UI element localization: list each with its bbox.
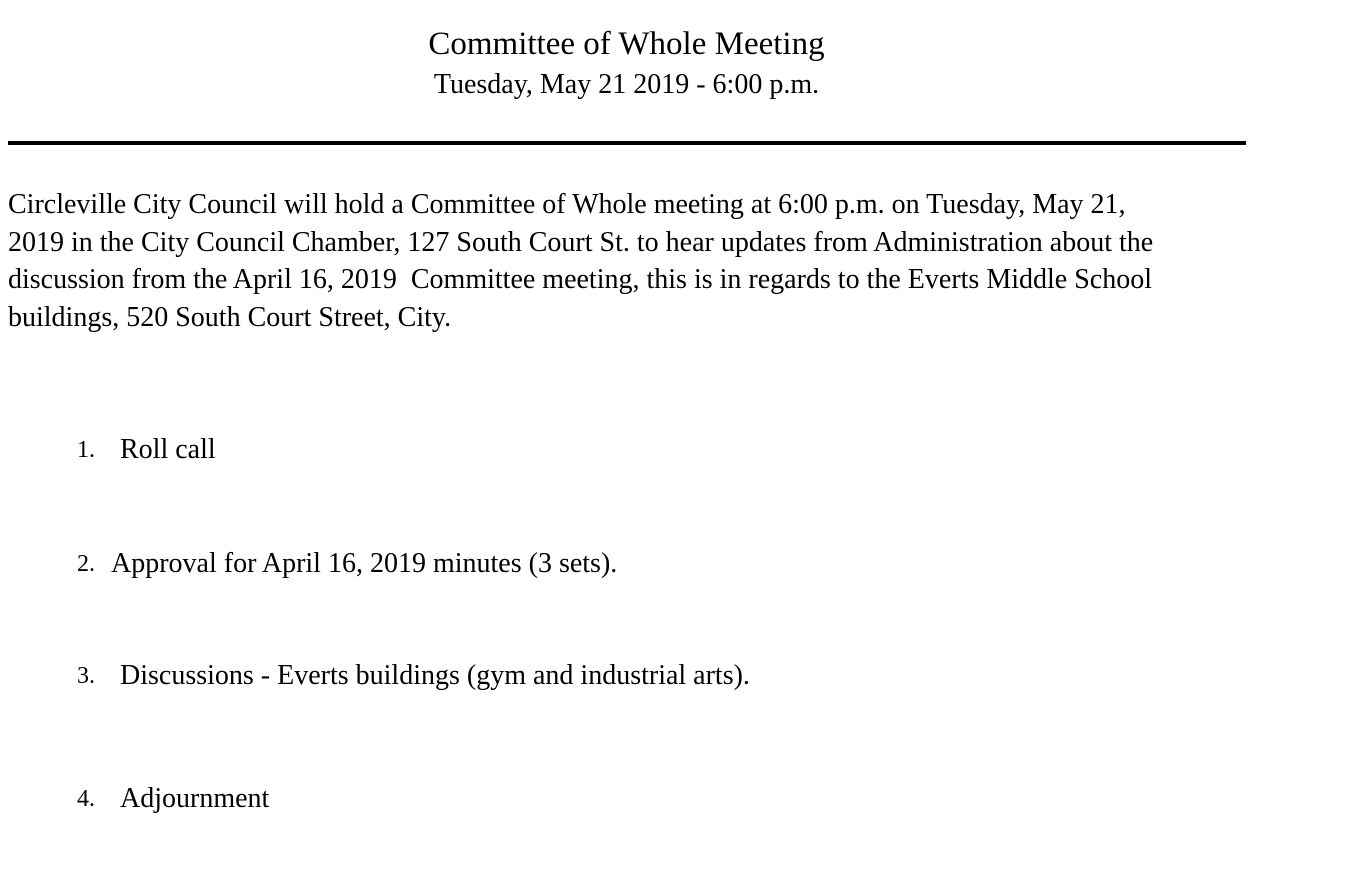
notice-line: 2019 in the City Council Chamber, 127 South Court St. to hear updates from Administration about the	[8, 226, 1154, 258]
agenda-item-number: 3.	[77, 663, 95, 689]
notice-line: discussion from the April 16, 2019 Committee meeting, this is in regards to the Everts Middle School	[8, 264, 1152, 295]
agenda-item-text: Adjournment	[120, 783, 270, 814]
agenda-item-number: 2.	[77, 551, 95, 577]
agenda-item-text: Approval for April 16, 2019 minutes (3 sets).	[111, 548, 618, 579]
meeting-notice-paragraph	[8, 186, 1258, 336]
page-title: Committee of Whole Meeting	[428, 26, 825, 62]
meeting-date-time: Tuesday, May 21 2019 - 6:00 p.m.	[433, 69, 820, 100]
notice-line: buildings, 520 South Court Street, City.	[8, 301, 452, 333]
notice-line: Circleville City Council will hold a Committee of Whole meeting at 6:00 p.m. on Tuesday, May 21,	[8, 189, 1126, 220]
agenda-item-text: Roll call	[120, 434, 216, 465]
horizontal-divider	[8, 141, 1246, 145]
agenda-item-number: 4.	[77, 786, 95, 812]
agenda-item-text: Discussions - Everts buildings (gym and industrial arts).	[120, 660, 750, 691]
agenda-item-number: 1.	[77, 437, 95, 463]
